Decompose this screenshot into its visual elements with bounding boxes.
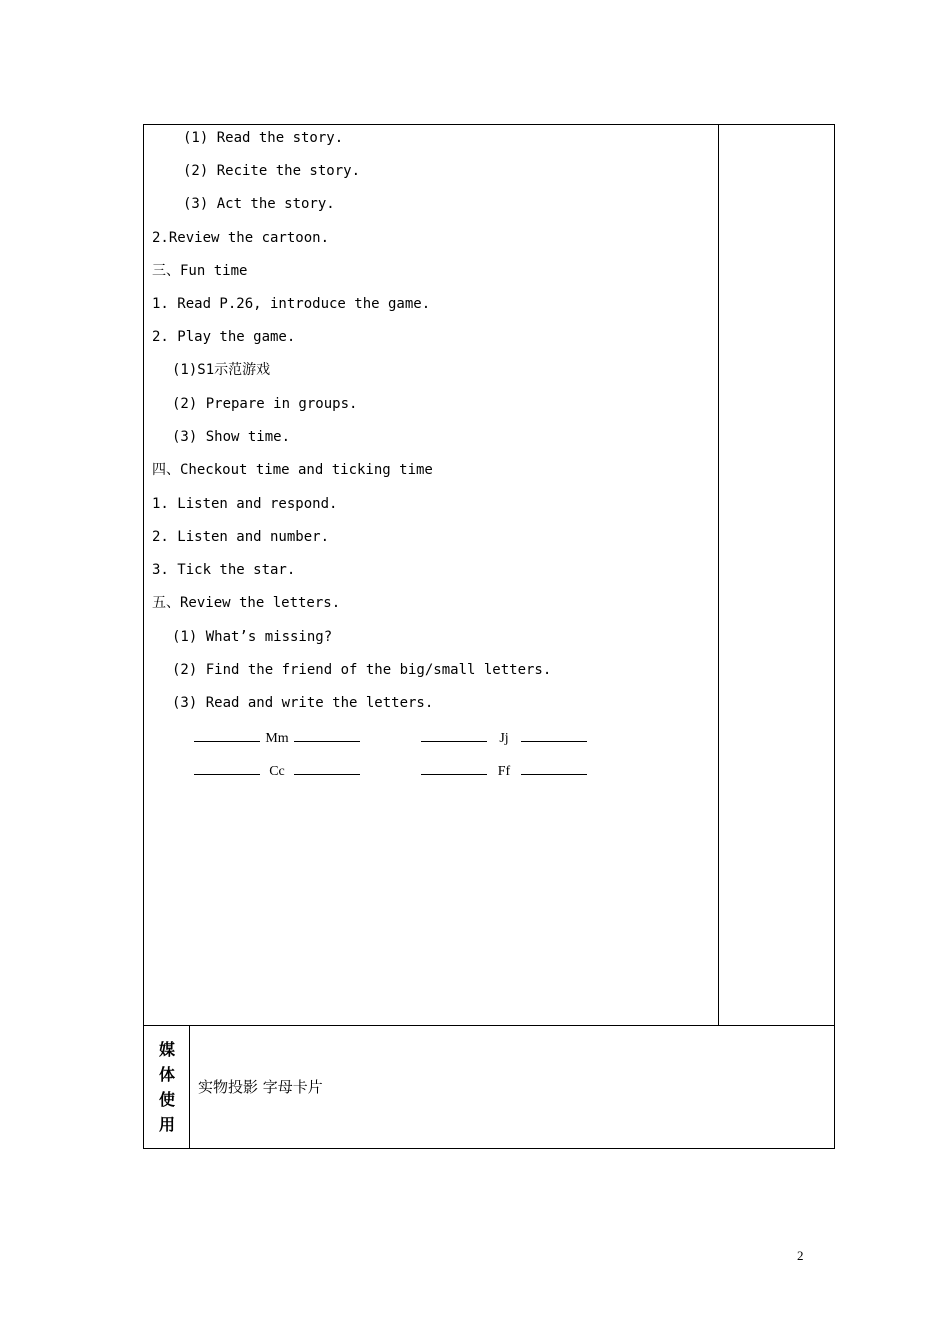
step-recite-story: (2) Recite the story. — [183, 163, 361, 179]
section-fun-time: 三、Fun time — [152, 263, 248, 279]
letter-pair-cc: Cc — [269, 764, 285, 779]
media-label — [152, 1037, 182, 1137]
media-label-char: 体 — [158, 1065, 175, 1084]
letter-pair-ff: Ff — [497, 764, 511, 779]
blank-line — [521, 728, 587, 742]
review-cartoon: 2.Review the cartoon. — [152, 230, 330, 246]
media-label-char: 用 — [158, 1115, 175, 1134]
fun-step-1: 1. Read P.26, introduce the game. — [152, 296, 431, 312]
section-review-letters: 五、Review the letters. — [152, 595, 341, 611]
checkout-step-2: 2. Listen and number. — [152, 529, 330, 545]
letter-fill-row-1 — [194, 728, 360, 748]
checkout-step-3: 3. Tick the star. — [152, 562, 296, 578]
letter-fill-row-2 — [194, 761, 360, 781]
blank-line — [294, 761, 360, 775]
blank-line — [421, 761, 487, 775]
fun-step-2: 2. Play the game. — [152, 329, 296, 345]
letter-pair-jj: Jj — [499, 731, 509, 746]
section-checkout-time: 四、Checkout time and ticking time — [152, 462, 433, 478]
column-divider — [718, 124, 719, 1026]
blank-line — [421, 728, 487, 742]
letter-fill-row-1b — [421, 728, 587, 748]
blank-line — [521, 761, 587, 775]
media-label-char: 媒 — [158, 1040, 175, 1059]
review-sub-1: (1) What’s missing? — [172, 629, 333, 645]
review-sub-3: (3) Read and write the letters. — [172, 695, 434, 711]
media-content: 实物投影 字母卡片 — [198, 1078, 323, 1096]
blank-line — [194, 761, 260, 775]
page-number: 2 — [797, 1248, 804, 1263]
fun-sub-3: (3) Show time. — [172, 429, 291, 445]
step-read-story: (1) Read the story. — [183, 130, 344, 146]
fun-sub-2: (2) Prepare in groups. — [172, 396, 358, 412]
checkout-step-1: 1. Listen and respond. — [152, 496, 338, 512]
blank-line — [194, 728, 260, 742]
fun-sub-1: (1)S1示范游戏 — [172, 362, 271, 378]
review-sub-2: (2) Find the friend of the big/small letters. — [172, 662, 552, 678]
media-row-divider — [189, 1025, 190, 1149]
media-label-char: 使 — [158, 1090, 175, 1109]
letter-fill-row-2b — [421, 761, 587, 781]
step-act-story: (3) Act the story. — [183, 196, 335, 212]
letter-pair-mm: Mm — [265, 731, 289, 746]
blank-line — [294, 728, 360, 742]
